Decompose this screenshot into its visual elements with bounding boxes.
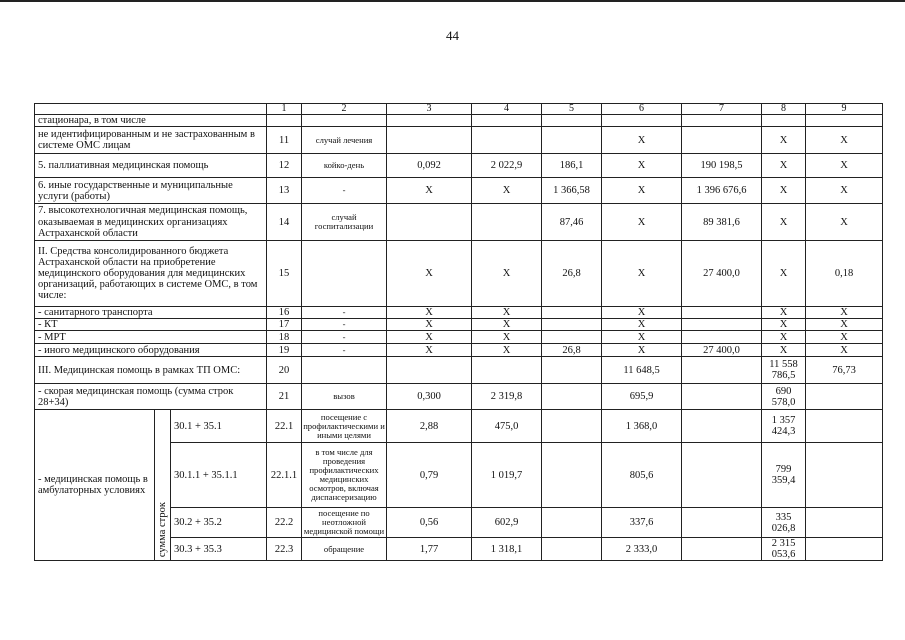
unit-cell: посещение с профилактическими и иными целями xyxy=(302,410,387,443)
value-cell: 11 xyxy=(267,127,302,154)
unit-cell: - xyxy=(302,178,387,204)
value-cell xyxy=(542,508,602,538)
row-label-cell: - иного медицинского оборудования xyxy=(35,344,267,357)
unit-cell: случай госпитализации xyxy=(302,204,387,241)
value-cell: 799 359,4 xyxy=(762,443,806,508)
value-cell: 695,9 xyxy=(602,384,682,410)
value-cell: Х xyxy=(387,307,472,319)
value-cell: 22.1 xyxy=(267,410,302,443)
value-cell: Х xyxy=(806,127,883,154)
value-cell xyxy=(806,508,883,538)
table-row xyxy=(35,178,883,204)
value-cell: Х xyxy=(472,241,542,307)
value-cell: 1 019,7 xyxy=(472,443,542,508)
value-cell xyxy=(762,115,806,127)
value-cell: 20 xyxy=(267,357,302,384)
value-cell: Х xyxy=(602,241,682,307)
value-cell: Х xyxy=(806,331,883,344)
row-sum-formula-cell: 30.1 + 35.1 xyxy=(171,410,267,443)
value-cell: Х xyxy=(762,154,806,178)
table-row xyxy=(35,154,883,178)
value-cell: 26,8 xyxy=(542,344,602,357)
value-cell xyxy=(602,115,682,127)
ambulatory-row xyxy=(35,410,883,443)
value-cell: 11 648,5 xyxy=(602,357,682,384)
row-sum-formula-cell: 30.1.1 + 35.1.1 xyxy=(171,443,267,508)
value-cell: Х xyxy=(472,331,542,344)
value-cell: 2 319,8 xyxy=(472,384,542,410)
budget-table xyxy=(34,103,883,561)
value-cell: 2,88 xyxy=(387,410,472,443)
value-cell: 1 368,0 xyxy=(602,410,682,443)
value-cell: Х xyxy=(806,344,883,357)
column-header-cell: 9 xyxy=(806,104,883,115)
value-cell: 1 318,1 xyxy=(472,538,542,561)
value-cell: 1 396 676,6 xyxy=(682,178,762,204)
value-cell: Х xyxy=(472,319,542,331)
value-cell: Х xyxy=(602,127,682,154)
value-cell: 335 026,8 xyxy=(762,508,806,538)
value-cell xyxy=(682,384,762,410)
value-cell xyxy=(542,319,602,331)
table-row xyxy=(35,357,883,384)
value-cell: 12 xyxy=(267,154,302,178)
value-cell xyxy=(682,319,762,331)
row-sum-formula-cell: 30.3 + 35.3 xyxy=(171,538,267,561)
value-cell xyxy=(682,357,762,384)
value-cell: 18 xyxy=(267,331,302,344)
value-cell: 1 366,58 xyxy=(542,178,602,204)
value-cell: Х xyxy=(762,331,806,344)
row-label-cell: не идентифицированным и не застрахованным в системе ОМС лицам xyxy=(35,127,267,154)
value-cell: 76,73 xyxy=(806,357,883,384)
row-label-cell: 6. иные государственные и муниципальные услуги (работы) xyxy=(35,178,267,204)
unit-cell: койко-день xyxy=(302,154,387,178)
value-cell: 0,79 xyxy=(387,443,472,508)
value-cell: Х xyxy=(602,154,682,178)
column-header-cell: 8 xyxy=(762,104,806,115)
value-cell xyxy=(542,115,602,127)
row-label-cell: - МРТ xyxy=(35,331,267,344)
value-cell: 1 357 424,3 xyxy=(762,410,806,443)
value-cell: Х xyxy=(806,307,883,319)
top-border-line xyxy=(0,0,905,2)
unit-cell: - xyxy=(302,319,387,331)
value-cell: 0,092 xyxy=(387,154,472,178)
value-cell: Х xyxy=(602,344,682,357)
value-cell: Х xyxy=(762,307,806,319)
row-label-cell: - санитарного транспорта xyxy=(35,307,267,319)
value-cell: 22.3 xyxy=(267,538,302,561)
page-number: 44 xyxy=(446,28,459,43)
value-cell: 337,6 xyxy=(602,508,682,538)
header-row xyxy=(35,104,883,115)
value-cell: Х xyxy=(602,319,682,331)
value-cell: 190 198,5 xyxy=(682,154,762,178)
value-cell xyxy=(387,127,472,154)
value-cell xyxy=(542,307,602,319)
value-cell: 186,1 xyxy=(542,154,602,178)
value-cell: 16 xyxy=(267,307,302,319)
row-label-cell: - скорая медицинская помощь (сумма строк 28+34) xyxy=(35,384,267,410)
value-cell: 1,77 xyxy=(387,538,472,561)
row-sum-formula-cell: 30.2 + 35.2 xyxy=(171,508,267,538)
value-cell xyxy=(806,538,883,561)
value-cell xyxy=(806,410,883,443)
column-header-cell: 2 xyxy=(302,104,387,115)
table-row xyxy=(35,384,883,410)
value-cell xyxy=(542,357,602,384)
value-cell xyxy=(542,331,602,344)
value-cell xyxy=(682,127,762,154)
value-cell xyxy=(682,115,762,127)
value-cell: 15 xyxy=(267,241,302,307)
value-cell: Х xyxy=(387,319,472,331)
row-label-cell: - КТ xyxy=(35,319,267,331)
row-label-cell: 5. паллиативная медицинская помощь xyxy=(35,154,267,178)
value-cell xyxy=(806,384,883,410)
value-cell xyxy=(682,443,762,508)
table-row xyxy=(35,204,883,241)
value-cell: Х xyxy=(387,331,472,344)
table-row xyxy=(35,115,883,127)
value-cell: 0,18 xyxy=(806,241,883,307)
value-cell: 14 xyxy=(267,204,302,241)
value-cell: Х xyxy=(762,204,806,241)
value-cell: 0,56 xyxy=(387,508,472,538)
table-row xyxy=(35,241,883,307)
value-cell xyxy=(542,127,602,154)
value-cell: Х xyxy=(387,344,472,357)
unit-cell: посещение по неотложной медицинской помощи xyxy=(302,508,387,538)
value-cell: Х xyxy=(387,178,472,204)
value-cell xyxy=(472,115,542,127)
value-cell: 13 xyxy=(267,178,302,204)
value-cell: 602,9 xyxy=(472,508,542,538)
column-header-cell: 6 xyxy=(602,104,682,115)
value-cell xyxy=(682,410,762,443)
column-header-cell: 1 xyxy=(267,104,302,115)
value-cell: 26,8 xyxy=(542,241,602,307)
column-header-cell xyxy=(35,104,267,115)
value-cell: 27 400,0 xyxy=(682,241,762,307)
column-header-cell: 5 xyxy=(542,104,602,115)
unit-cell: - xyxy=(302,307,387,319)
value-cell: 475,0 xyxy=(472,410,542,443)
value-cell xyxy=(387,115,472,127)
value-cell: Х xyxy=(602,331,682,344)
value-cell: 87,46 xyxy=(542,204,602,241)
value-cell xyxy=(387,204,472,241)
unit-cell: обращение xyxy=(302,538,387,561)
value-cell xyxy=(542,410,602,443)
value-cell: 805,6 xyxy=(602,443,682,508)
value-cell: Х xyxy=(472,178,542,204)
value-cell: Х xyxy=(472,307,542,319)
value-cell: Х xyxy=(602,204,682,241)
row-label-cell: стационара, в том числе xyxy=(35,115,267,127)
unit-cell xyxy=(302,115,387,127)
row-label-cell: III. Медицинская помощь в рамках ТП ОМС: xyxy=(35,357,267,384)
value-cell: Х xyxy=(762,178,806,204)
unit-cell: в том числе для проведения профилактических медицинских осмотров, включая диспансеризацию xyxy=(302,443,387,508)
value-cell: 22.2 xyxy=(267,508,302,538)
value-cell: Х xyxy=(806,204,883,241)
value-cell: Х xyxy=(602,307,682,319)
row-label-cell: 7. высокотехнологичная медицинская помощь, оказываемая в медицинских организациях Астраханской области xyxy=(35,204,267,241)
value-cell xyxy=(542,443,602,508)
value-cell: Х xyxy=(806,154,883,178)
value-cell: Х xyxy=(387,241,472,307)
value-cell: 89 381,6 xyxy=(682,204,762,241)
table-row xyxy=(35,319,883,331)
unit-cell xyxy=(302,241,387,307)
unit-cell: случай лечения xyxy=(302,127,387,154)
value-cell: Х xyxy=(472,344,542,357)
value-cell: Х xyxy=(762,127,806,154)
value-cell: 11 558 786,5 xyxy=(762,357,806,384)
value-cell: 2 315 053,6 xyxy=(762,538,806,561)
value-cell: 19 xyxy=(267,344,302,357)
value-cell: 17 xyxy=(267,319,302,331)
value-cell xyxy=(542,384,602,410)
row-label-cell: II. Средства консолидированного бюджета Астраханской области на приобретение медицинского оборудования для медицинских организаций, работающих в системе ОМС, в том числе: xyxy=(35,241,267,307)
value-cell xyxy=(472,204,542,241)
value-cell: 2 022,9 xyxy=(472,154,542,178)
unit-cell: - xyxy=(302,344,387,357)
value-cell xyxy=(682,307,762,319)
table-row xyxy=(35,127,883,154)
value-cell xyxy=(682,331,762,344)
value-cell: Х xyxy=(806,178,883,204)
table-row xyxy=(35,344,883,357)
table-row xyxy=(35,331,883,344)
value-cell xyxy=(806,443,883,508)
value-cell: 21 xyxy=(267,384,302,410)
value-cell xyxy=(387,357,472,384)
value-cell: Х xyxy=(806,319,883,331)
value-cell: 0,300 xyxy=(387,384,472,410)
value-cell: Х xyxy=(602,178,682,204)
unit-cell: - xyxy=(302,331,387,344)
column-header-cell: 7 xyxy=(682,104,762,115)
vertical-label-cell xyxy=(155,410,171,561)
row-sum-label: сумма строк xyxy=(156,501,168,558)
ambulatory-label-cell: - медицинская помощь в амбулаторных условиях xyxy=(35,410,155,561)
table-row xyxy=(35,307,883,319)
value-cell: 22.1.1 xyxy=(267,443,302,508)
value-cell xyxy=(472,357,542,384)
column-header-cell: 3 xyxy=(387,104,472,115)
value-cell: Х xyxy=(762,319,806,331)
value-cell xyxy=(682,508,762,538)
value-cell xyxy=(806,115,883,127)
value-cell: 27 400,0 xyxy=(682,344,762,357)
value-cell: Х xyxy=(762,241,806,307)
column-header-cell: 4 xyxy=(472,104,542,115)
value-cell xyxy=(472,127,542,154)
unit-cell: вызов xyxy=(302,384,387,410)
value-cell: Х xyxy=(762,344,806,357)
value-cell xyxy=(267,115,302,127)
value-cell: 690 578,0 xyxy=(762,384,806,410)
value-cell xyxy=(682,538,762,561)
value-cell xyxy=(542,538,602,561)
unit-cell xyxy=(302,357,387,384)
value-cell: 2 333,0 xyxy=(602,538,682,561)
